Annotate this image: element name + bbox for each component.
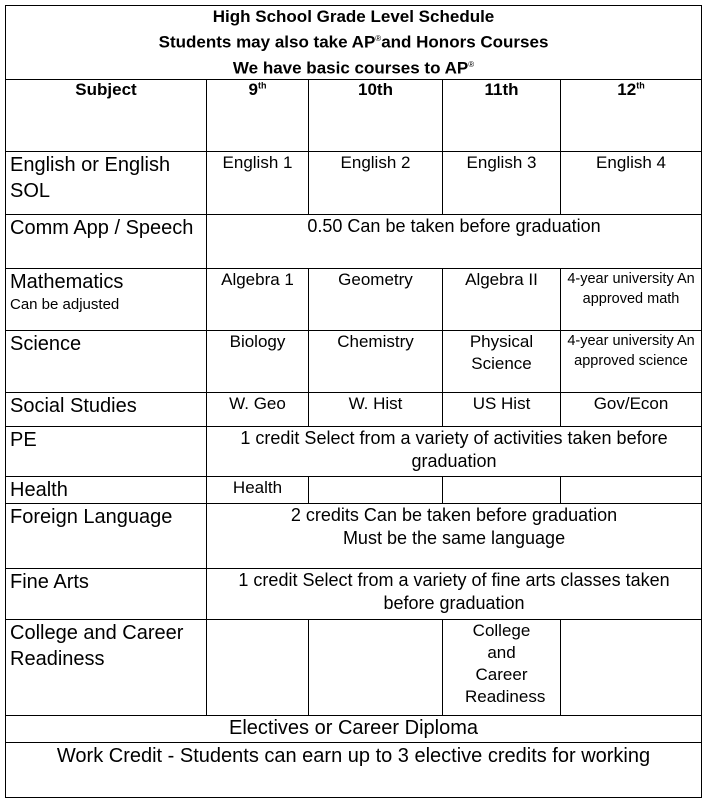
title-line-2: Students may also take AP®and Honors Courses — [158, 32, 549, 52]
subject-foreign: Foreign Language — [6, 504, 207, 569]
cell-foreign-span — [207, 504, 702, 569]
cell-ccr-11: College and Career Readiness — [443, 620, 561, 716]
row-electives — [6, 716, 702, 743]
header-grade-12: 12th — [561, 80, 702, 152]
cell-science-12: 4-year university An approved science — [561, 331, 702, 393]
row-arts — [6, 569, 702, 620]
cell-arts-span: 1 credit Select from a variety of fine arts classes taken before graduation — [207, 569, 702, 620]
subject-arts: Fine Arts — [6, 569, 207, 620]
cell-ccr-10 — [309, 620, 443, 716]
foreign-line-2: Must be the same language — [342, 528, 566, 549]
row-pe — [6, 427, 702, 477]
subject-pe: PE — [6, 427, 207, 477]
cell-health-12 — [561, 477, 702, 504]
row-social — [6, 393, 702, 427]
cell-science-10: Chemistry — [309, 331, 443, 393]
work-credit-cell: Work Credit - Students can earn up to 3 elective credits for working — [6, 743, 702, 798]
header-grade-11: 11th — [443, 80, 561, 152]
subject-math-note: Can be adjusted — [10, 296, 120, 314]
subject-health: Health — [6, 477, 207, 504]
header-grade-9: 9th — [207, 80, 309, 152]
row-foreign — [6, 504, 702, 569]
cell-health-9: Health — [207, 477, 309, 504]
table-title — [6, 6, 702, 80]
cell-health-10 — [309, 477, 443, 504]
subject-ccr: College and Career Readiness — [6, 620, 207, 716]
header-grade-10: 10th — [309, 80, 443, 152]
row-english — [6, 152, 702, 215]
cell-ccr-9 — [207, 620, 309, 716]
row-comm — [6, 215, 702, 269]
cell-math-10: Geometry — [309, 269, 443, 331]
cell-pe-span: 1 credit Select from a variety of activities taken before graduation — [207, 427, 702, 477]
cell-social-9: W. Geo — [207, 393, 309, 427]
title-line-3: We have basic courses to AP® — [232, 58, 475, 78]
cell-health-11 — [443, 477, 561, 504]
cell-english-9: English 1 — [207, 152, 309, 215]
cell-social-11: US Hist — [443, 393, 561, 427]
cell-science-9: Biology — [207, 331, 309, 393]
cell-ccr-12 — [561, 620, 702, 716]
row-health — [6, 477, 702, 504]
subject-comm: Comm App / Speech — [6, 215, 207, 269]
cell-english-11: English 3 — [443, 152, 561, 215]
row-science — [6, 331, 702, 393]
grade-schedule-table — [5, 5, 702, 798]
cell-science-11: Physical Science — [443, 331, 561, 393]
row-math — [6, 269, 702, 331]
cell-comm-span: 0.50 Can be taken before graduation — [207, 215, 702, 269]
cell-math-12: 4-year university An approved math — [561, 269, 702, 331]
subject-math: Mathematics Can be adjusted — [6, 269, 207, 331]
row-work-credit — [6, 743, 702, 798]
header-subject: Subject — [6, 80, 207, 152]
cell-math-9: Algebra 1 — [207, 269, 309, 331]
electives-cell: Electives or Career Diploma — [6, 716, 702, 743]
cell-math-11: Algebra II — [443, 269, 561, 331]
subject-english: English or English SOL — [6, 152, 207, 215]
cell-social-10: W. Hist — [309, 393, 443, 427]
cell-english-12: English 4 — [561, 152, 702, 215]
subject-social: Social Studies — [6, 393, 207, 427]
cell-social-12: Gov/Econ — [561, 393, 702, 427]
row-ccr — [6, 620, 702, 716]
cell-english-10: English 2 — [309, 152, 443, 215]
foreign-line-1: 2 credits Can be taken before graduation — [290, 505, 618, 526]
subject-science: Science — [6, 331, 207, 393]
title-line-1: High School Grade Level Schedule — [212, 7, 495, 26]
